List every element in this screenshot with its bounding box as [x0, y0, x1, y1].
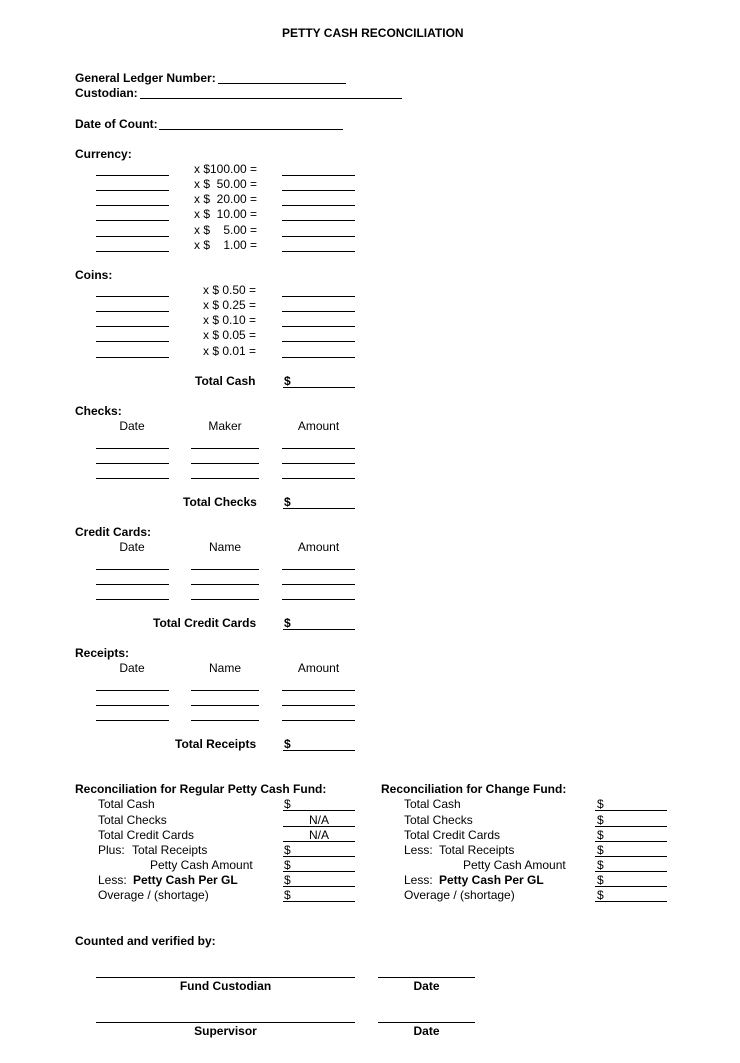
coin-denomination: x $ 0.01 = [203, 344, 257, 358]
coin-denomination: x $ 0.10 = [203, 313, 257, 327]
coin-denomination: x $ 0.25 = [203, 298, 257, 312]
recon-chg-value-field[interactable] [595, 841, 667, 842]
recon-chg-dollar: $ [597, 873, 604, 887]
recon-reg-checks-na: N/A [308, 813, 329, 827]
total-checks-field[interactable] [283, 508, 355, 509]
recon-reg-petty-cash-per-gl: Petty Cash Per GL [133, 873, 238, 887]
receipts-col-amount: Amount [297, 661, 340, 675]
coin-count-field[interactable] [96, 311, 169, 312]
custodian-field[interactable] [140, 98, 402, 99]
recon-chg-value-field[interactable] [595, 810, 667, 811]
recon-chg-total-credit-cards: Total Credit Cards [404, 828, 501, 842]
total-cash-label: Total Cash [195, 374, 256, 388]
credit-card-name-field[interactable] [191, 584, 259, 585]
credit-card-amount-field[interactable] [282, 569, 355, 570]
supervisor-label: Supervisor [194, 1024, 257, 1038]
fund-custodian-label: Fund Custodian [179, 979, 272, 993]
recon-reg-cc-na: N/A [308, 828, 329, 842]
total-credit-cards-dollar: $ [284, 616, 291, 630]
coin-denomination: x $ 0.50 = [203, 283, 257, 297]
credit-card-amount-field[interactable] [282, 584, 355, 585]
checks-name-field[interactable] [191, 448, 259, 449]
recon-reg-cash-dollar: $ [284, 797, 291, 811]
checks-amount-field[interactable] [282, 448, 355, 449]
currency-amount-field[interactable] [282, 251, 355, 252]
recon-chg-petty-cash-per-gl: Petty Cash Per GL [439, 873, 544, 887]
currency-denomination: x $ 1.00 = [194, 238, 258, 252]
recon-chg-total-checks: Total Checks [404, 813, 473, 827]
recon-chg-dollar: $ [597, 797, 604, 811]
date-of-count-label: Date of Count: [75, 117, 158, 131]
coin-amount-field[interactable] [282, 311, 355, 312]
recon-reg-value-field[interactable] [283, 871, 355, 872]
checks-col-amount: Amount [297, 419, 340, 433]
coins-heading: Coins: [75, 268, 113, 282]
total-cash-field[interactable] [283, 387, 355, 388]
currency-denomination: x $ 10.00 = [194, 207, 258, 221]
coin-amount-field[interactable] [282, 296, 355, 297]
recon-reg-value-field[interactable] [283, 841, 355, 842]
recon-chg-less-label-2: Less: [404, 873, 433, 887]
recon-reg-value-field[interactable] [283, 826, 355, 827]
total-receipts-field[interactable] [283, 750, 355, 751]
currency-denomination: x $ 5.00 = [194, 223, 258, 237]
receipts-col-date: Date [119, 661, 145, 675]
recon-reg-petty-cash-amount: Petty Cash Amount [150, 858, 253, 872]
currency-count-field[interactable] [96, 220, 169, 221]
currency-heading: Currency: [75, 147, 132, 161]
currency-amount-field[interactable] [282, 236, 355, 237]
recon-chg-dollar: $ [597, 843, 604, 857]
credit-card-name-field[interactable] [191, 599, 259, 600]
supervisor-date-line[interactable] [378, 1022, 475, 1023]
total-checks-dollar: $ [284, 495, 291, 509]
receipt-name-field[interactable] [191, 705, 259, 706]
recon-chg-petty-cash-amount: Petty Cash Amount [463, 858, 566, 872]
coin-count-field[interactable] [96, 357, 169, 358]
cc-col-name: Name [208, 540, 241, 554]
credit-card-date-field[interactable] [96, 569, 169, 570]
receipt-name-field[interactable] [191, 690, 259, 691]
coin-count-field[interactable] [96, 326, 169, 327]
total-credit-cards-field[interactable] [283, 629, 355, 630]
recon-change-heading: Reconciliation for Change Fund: [381, 782, 567, 796]
recon-chg-dollar: $ [597, 858, 604, 872]
currency-denomination: x $ 50.00 = [194, 177, 258, 191]
currency-count-field[interactable] [96, 205, 169, 206]
coin-amount-field[interactable] [282, 341, 355, 342]
fund-custodian-date-label: Date [413, 979, 440, 993]
coin-count-field[interactable] [96, 296, 169, 297]
recon-reg-overage-dollar: $ [284, 888, 291, 902]
coin-amount-field[interactable] [282, 357, 355, 358]
gl-number-label: General Ledger Number: [75, 71, 216, 85]
date-of-count-field[interactable] [159, 129, 343, 130]
title-text: PETTY CASH RECONCILIATION [282, 26, 464, 40]
credit-card-name-field[interactable] [191, 569, 259, 570]
total-receipts-label: Total Receipts [175, 737, 257, 751]
recon-chg-value-field[interactable] [595, 856, 667, 857]
receipts-col-name: Name [208, 661, 241, 675]
recon-chg-value-field[interactable] [595, 826, 667, 827]
currency-count-field[interactable] [96, 175, 169, 176]
recon-reg-receipts-dollar: $ [284, 843, 291, 857]
recon-chg-dollar: $ [597, 888, 604, 902]
recon-reg-value-field[interactable] [283, 901, 355, 902]
recon-chg-value-field[interactable] [595, 886, 667, 887]
checks-col-maker: Maker [208, 419, 242, 433]
recon-chg-total-cash: Total Cash [404, 797, 461, 811]
supervisor-date-label: Date [413, 1024, 440, 1038]
checks-name-field[interactable] [191, 478, 259, 479]
receipt-amount-field[interactable] [282, 690, 355, 691]
checks-date-field[interactable] [96, 463, 169, 464]
recon-reg-total-receipts: Total Receipts [132, 843, 208, 857]
currency-count-field[interactable] [96, 251, 169, 252]
cc-col-date: Date [119, 540, 145, 554]
coin-amount-field[interactable] [282, 326, 355, 327]
checks-col-date: Date [119, 419, 145, 433]
recon-reg-total-credit-cards: Total Credit Cards [98, 828, 195, 842]
receipt-amount-field[interactable] [282, 705, 355, 706]
currency-amount-field[interactable] [282, 205, 355, 206]
recon-reg-less-label: Less: [98, 873, 127, 887]
recon-chg-total-receipts: Total Receipts [439, 843, 515, 857]
fund-custodian-date-line[interactable] [378, 977, 475, 978]
checks-name-field[interactable] [191, 463, 259, 464]
currency-denomination: x $100.00 = [194, 162, 258, 176]
custodian-label: Custodian: [75, 86, 138, 100]
credit-card-amount-field[interactable] [282, 599, 355, 600]
recon-chg-value-field[interactable] [595, 871, 667, 872]
recon-reg-pca-dollar: $ [284, 858, 291, 872]
counted-verified-heading: Counted and verified by: [75, 934, 216, 948]
fund-custodian-signature-line[interactable] [96, 977, 355, 978]
recon-reg-plus-label: Plus: [98, 843, 125, 857]
checks-amount-field[interactable] [282, 478, 355, 479]
recon-reg-total-checks: Total Checks [98, 813, 167, 827]
gl-number-field[interactable] [218, 83, 346, 84]
recon-reg-overage: Overage / (shortage) [98, 888, 209, 902]
cc-col-amount: Amount [297, 540, 340, 554]
recon-chg-dollar: $ [597, 813, 604, 827]
recon-chg-overage: Overage / (shortage) [404, 888, 515, 902]
total-credit-cards-label: Total Credit Cards [153, 616, 257, 630]
receipts-heading: Receipts: [75, 646, 130, 660]
credit-cards-heading: Credit Cards: [75, 525, 152, 539]
total-cash-dollar: $ [284, 374, 291, 388]
total-receipts-dollar: $ [284, 737, 291, 751]
currency-denomination: x $ 20.00 = [194, 192, 258, 206]
checks-date-field[interactable] [96, 478, 169, 479]
coin-denomination: x $ 0.05 = [203, 328, 257, 342]
receipt-date-field[interactable] [96, 690, 169, 691]
checks-heading: Checks: [75, 404, 122, 418]
recon-reg-value-field[interactable] [283, 886, 355, 887]
recon-regular-heading: Reconciliation for Regular Petty Cash Fund: [75, 782, 327, 796]
receipt-date-field[interactable] [96, 705, 169, 706]
recon-reg-value-field[interactable] [283, 856, 355, 857]
recon-chg-less-label-1: Less: [404, 843, 433, 857]
credit-card-date-field[interactable] [96, 584, 169, 585]
recon-reg-gl-dollar: $ [284, 873, 291, 887]
credit-card-date-field[interactable] [96, 599, 169, 600]
supervisor-signature-line[interactable] [96, 1022, 355, 1023]
recon-chg-dollar: $ [597, 828, 604, 842]
checks-date-field[interactable] [96, 448, 169, 449]
currency-count-field[interactable] [96, 236, 169, 237]
recon-reg-total-cash: Total Cash [98, 797, 155, 811]
currency-amount-field[interactable] [282, 220, 355, 221]
coin-count-field[interactable] [96, 341, 169, 342]
receipt-date-field[interactable] [96, 720, 169, 721]
recon-chg-value-field[interactable] [595, 901, 667, 902]
receipt-name-field[interactable] [191, 720, 259, 721]
total-checks-label: Total Checks [183, 495, 257, 509]
checks-amount-field[interactable] [282, 463, 355, 464]
currency-amount-field[interactable] [282, 175, 355, 176]
recon-reg-value-field[interactable] [283, 810, 355, 811]
currency-amount-field[interactable] [282, 190, 355, 191]
receipt-amount-field[interactable] [282, 720, 355, 721]
currency-count-field[interactable] [96, 190, 169, 191]
